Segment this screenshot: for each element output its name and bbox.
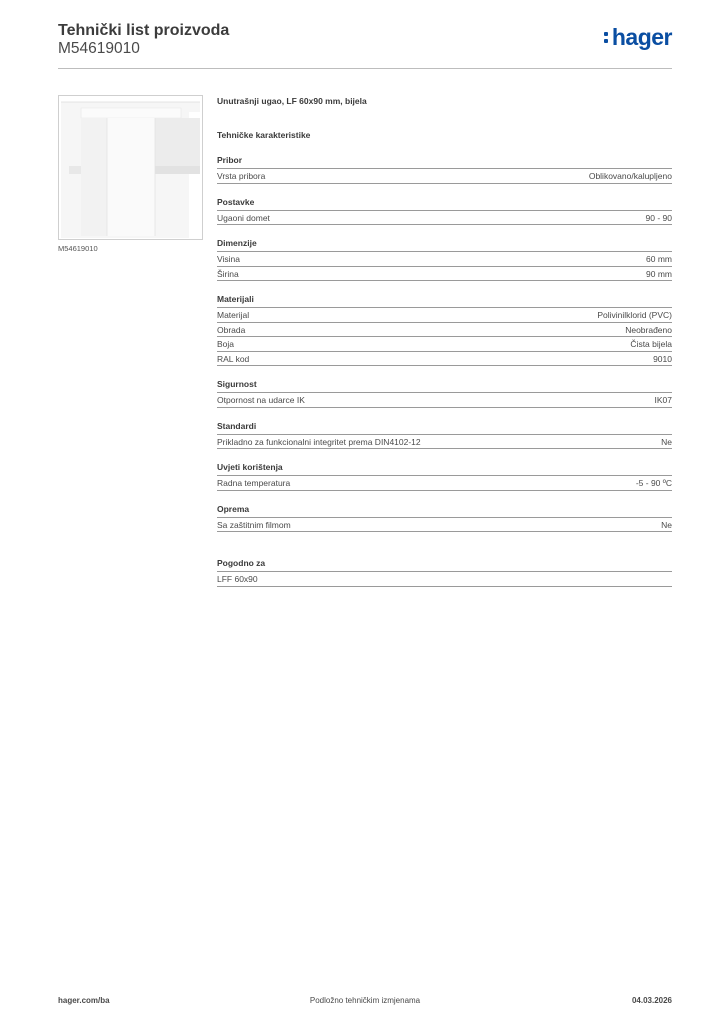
spec-row [217, 393, 672, 408]
section-title: Sigurnost [217, 379, 672, 393]
footer-date: 04.03.2026 [631, 996, 672, 1005]
product-image [58, 95, 203, 240]
spec-label: Vrsta pribora [217, 171, 266, 181]
section-title: Pogodno za [217, 558, 672, 572]
section-title: Uvjeti korištenja [217, 462, 672, 476]
spec-value: Čista bijela [630, 339, 672, 349]
spec-label: RAL kod [217, 353, 250, 364]
spec-content [217, 96, 672, 587]
spec-label: Širina [217, 268, 239, 279]
spec-label: Otpornost na udarce IK [217, 395, 305, 405]
spec-value: 90 mm [646, 268, 672, 279]
spec-row [217, 252, 672, 267]
spec-value: 90 - 90 [645, 212, 672, 223]
section-uvjeti-koristenja [217, 462, 672, 491]
spec-label: Materijal [217, 310, 250, 320]
page-header [58, 20, 672, 69]
spec-row [217, 267, 672, 282]
section-title: Standardi [217, 421, 672, 435]
suitable-item-label: LFF 60x90 [217, 574, 258, 584]
section-standardi [217, 421, 672, 450]
spec-value: Ne [661, 519, 672, 530]
spec-row [217, 308, 672, 323]
section-title: Oprema [217, 504, 672, 518]
spec-value: 9010 [653, 353, 672, 364]
spec-row [217, 337, 672, 352]
suitable-item[interactable] [217, 572, 672, 587]
section-materijali [217, 294, 672, 366]
section-title: Materijali [217, 294, 672, 308]
section-pogodno-za [217, 558, 672, 587]
spec-row [217, 435, 672, 450]
spec-value: 60 mm [646, 254, 672, 264]
spec-row [217, 518, 672, 533]
logo-dots-icon [604, 32, 608, 43]
spec-row [217, 476, 672, 491]
footer-website-link[interactable]: hager.com/ba [58, 996, 110, 1005]
spec-row [217, 352, 672, 367]
document-title: Tehnički list proizvoda [58, 22, 230, 39]
section-postavke [217, 197, 672, 226]
spec-row [217, 169, 672, 184]
spec-label: Ugaoni domet [217, 212, 270, 223]
logo-text: hager [611, 24, 672, 50]
spec-value: -5 - 90 ºC [635, 478, 672, 488]
tech-heading: Tehničke karakteristike [217, 130, 311, 140]
section-title: Pribor [217, 155, 672, 169]
spec-value: Neobrađeno [625, 324, 672, 335]
hager-logo[interactable] [604, 26, 672, 49]
spec-label: Visina [217, 254, 240, 264]
product-name: Unutrašnji ugao, LF 60x90 mm, bijela [217, 96, 367, 106]
section-title: Postavke [217, 197, 672, 211]
image-caption: M54619010 [58, 244, 98, 253]
spec-label: Sa zaštitnim filmom [217, 519, 291, 530]
spec-label: Prikladno za funkcionalni integritet prema DIN4102-12 [217, 436, 421, 447]
spec-row [217, 211, 672, 226]
spec-label: Obrada [217, 324, 246, 335]
spec-value: Ne [661, 436, 672, 447]
footer-disclaimer: Podložno tehničkim izmjenama [309, 996, 421, 1005]
product-code: M54619010 [58, 40, 140, 57]
spec-value: Oblikovano/kalupljeno [588, 171, 672, 181]
section-oprema [217, 504, 672, 533]
section-pribor [217, 155, 672, 184]
spec-label: Radna temperatura [217, 478, 291, 488]
spec-label: Boja [217, 339, 235, 349]
inner-corner-product-icon [59, 96, 202, 239]
section-title: Dimenzije [217, 238, 672, 252]
spec-row [217, 323, 672, 338]
section-sigurnost [217, 379, 672, 408]
spec-value: IK07 [654, 395, 672, 405]
spec-value: Polivinilklorid (PVC) [597, 310, 672, 320]
section-dimenzije [217, 238, 672, 281]
